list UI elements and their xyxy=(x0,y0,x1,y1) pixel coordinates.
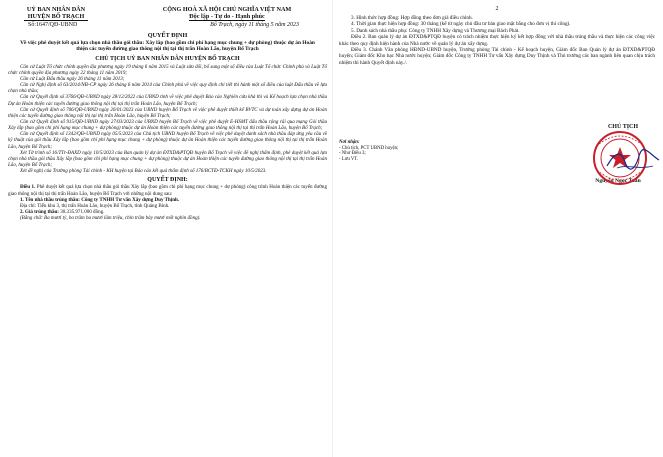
article-2: Điều 2. Ban quản lý dự án ĐTXD&PTQĐ huyện có trách nhiệm thực hiện ký kết hợp đồng với nhà thầu trúng thầu và thực hiện các công việc khác theo quy định hiện hành của Nhà nước về quản lý dự án xây dựng. xyxy=(339,34,655,47)
document-page-2 xyxy=(332,0,663,457)
article-1 xyxy=(8,184,327,196)
article-1-label: Điều 1. xyxy=(20,184,36,191)
legal-basis: Căn cứ Quyết định số 3766/QĐ-UBND ngày 28/12/2022 của UBND tỉnh về việc phê duyệt Báo cáo Nghiên cứu khả thi và Kế hoạch lựa chọn nhà thầu Dự án Hoàn thiện các tuyến đường giao thông nội thị tại thị trấn Hoàn Lão, huyện Bố Trạch; xyxy=(8,94,327,107)
document-subject: Về việc phê duyệt kết quả lựa chọn nhà thầu gói thầu: Xây lắp (bao gồm chi phí hạng mục chung + dự phòng) thuộc dự án Hoàn thiện các tuyến đường giao thông nội thị tại thị trấn Hoàn Lão, huyện Bố Trạch xyxy=(20,40,315,53)
document-header xyxy=(8,6,327,20)
nation-name: CỘNG HOÀ XÃ HỘI CHỦ NGHĨA VIỆT NAM xyxy=(162,6,292,13)
decide-heading: QUYẾT ĐỊNH: xyxy=(147,177,188,184)
page-number: 2 xyxy=(495,6,499,12)
legal-basis: Căn cứ Luật Tổ chức chính quyền địa phương ngày 19 tháng 6 năm 2015 và Luật sửa đổi, bổ sung một số điều của Luật Tổ chức Chính phủ và Luật Tổ chức chính quyền địa phương ngày 22 tháng 11 năm 2019; xyxy=(8,63,327,76)
legal-basis: Xét Tờ trình số 16/TTr-ĐAXD ngày 10/5/2023 của Ban quản lý dự án ĐTXD&PTQĐ huyện Bố Trạch về việc đề nghị thẩm định, phê duyệt kết quả lựa chọn nhà thầu gói thầu Xây lắp (bao gồm chi phí hạng mục chung + dự phòng) thuộc dự án Hoàn thiện các tuyến đường giao thông nội thị tại thị trấn Hoàn Lão, huyện Bố Trạch; xyxy=(8,149,327,169)
signer-title: CHỦ TỊCH xyxy=(607,124,639,130)
bidder-address: Địa chỉ: Tiểu khu 3, thị trấn Hoàn Lão, huyện Bố Trạch, tỉnh Quảng Bình. xyxy=(20,202,170,209)
issuing-authority: CHỦ TỊCH UỶ BAN NHÂN DÂN HUYỆN BỐ TRẠCH xyxy=(95,55,240,62)
recipients-title: Nơi nhận: xyxy=(339,140,360,145)
handwritten-signature-icon xyxy=(603,148,663,174)
document-page-1 xyxy=(0,0,331,457)
issuing-agency xyxy=(8,6,104,20)
document-date: Bố Trạch, ngày 11 tháng 5 năm 2023 xyxy=(210,22,299,28)
recipient: - Lưu VT. xyxy=(339,156,359,162)
document-meta xyxy=(8,22,327,29)
recipients-block xyxy=(339,140,398,162)
price-in-words: (Bằng chữ: Ba mươi tỷ, ba trăm ba mươi lăm triệu, chín trăm bảy mươi mốt nghìn đồng). xyxy=(20,215,201,222)
legal-basis: Căn cứ Nghị định số 63/2014/NĐ-CP ngày 26 tháng 6 năm 2014 của Chính phủ về việc quy định chi tiết thi hành một số điều của luật Đấu thầu về lựa chọn nhà thầu; xyxy=(8,82,327,95)
agency-line-2: HUYỆN BỐ TRẠCH xyxy=(24,13,89,21)
document-type: QUYẾT ĐỊNH xyxy=(147,32,188,39)
price-label: 2. Giá trúng thầu: xyxy=(20,209,61,216)
recipient: - Chủ tịch, PCT UBND huyện; xyxy=(339,145,399,151)
contract-duration: 4. Thời gian thực hiện hợp đồng: 30 tháng (kể từ ngày chủ đầu tư bàn giao mặt bằng cho đơn vị thi công). xyxy=(351,21,571,28)
legal-basis: Căn cứ Luật Đấu thầu ngày 26 tháng 11 năm 2013; xyxy=(20,75,125,82)
legal-bases xyxy=(8,64,327,175)
document-number: Số:1647/QĐ-UBND xyxy=(28,22,78,28)
legal-basis: Căn cứ Quyết định số 915/QĐ-UBND ngày 27/03/2023 của UBND huyện Bố Trạch về việc phê duyệt E-HSMT đấu thầu rộng rãi qua mạng Gói thầu Xây lắp (bao gồm chi phí hạng mục chung + dự phòng) thuộc dự án Hoàn thiện các tuyến đường giao thông nội thị tại thị trấn Hoàn Lão, huyện Bố Trạch; xyxy=(8,119,327,132)
subcontractors: 5. Danh sách nhà thầu phụ: Công ty TNHH Xây dựng và Thương mại Bách Phát. xyxy=(351,27,520,34)
national-motto xyxy=(127,6,327,20)
article-1-text: Phê duyệt kết quả lựa chọn nhà thầu gói thầu Xây lắp (bao gồm chi phí hạng mục chung + dự phòng) công trình Hoàn thiện các tuyến đường giao thông nội thị tại thị trấn Hoàn Lão, huyện Bố Trạch với những nội dung sau: xyxy=(8,184,327,197)
recipient: - Như Điều 3; xyxy=(339,151,366,157)
signature-block xyxy=(573,118,663,184)
legal-basis: Căn cứ Quyết định số 706/QĐ-UBND ngày 26/01/2023 của UBND huyện Bố Trạch về việc phê duyệt thiết kế BVTC và dự toán xây dựng dự án Hoàn thiện các tuyến đường giao thông nội thị tại thị trấn Hoàn Lão, huyện Bố Trạch; xyxy=(8,106,327,119)
motto: Độc lập - Tự do - Hạnh phúc xyxy=(189,13,265,20)
contract-form: 3. Hình thức hợp đồng: Hợp đồng theo đơn giá điều chỉnh. xyxy=(351,15,473,21)
winning-bidder: 1. Tên nhà thầu trúng thầu: Công ty TNHH Tư vấn Xây dựng Duy Thịnh. xyxy=(20,196,180,203)
agency-line-1: UỶ BAN NHÂN DÂN xyxy=(26,6,86,13)
article-3: Điều 3. Chánh Văn phòng HĐND-UBND huyện, Trưởng phòng Tài chính - Kế hoạch huyện, Giám đốc Ban Quản lý dự án ĐTXD&PTQĐ huyện; Giám đốc Kho bạc Nhà nước huyện; Giám đốc Công ty TNHH Tư vấn Xây dựng Duy Thịnh và Thủ trưởng các ban ngành liên quan chịu trách nhiệm thi hành Quyết định này./. xyxy=(339,47,655,66)
price-value: 30.335.971.000 đồng. xyxy=(60,209,105,216)
signer-name: Nguyễn Ngọc Tuấn xyxy=(595,178,641,184)
legal-basis: Căn cứ Quyết định số 1342/QĐ-UBND ngày 05/5/2023 của Chủ tịch UBND huyện Bố Trạch về việc phê duyệt danh sách nhà thầu đáp ứng yêu cầu về kỹ thuật của gói thầu Xây lắp (bao gồm chi phí hạng mục chung + dự phòng) thuộc dự án Hoàn thiện các tuyến đường giao thông nội thị tại thị trấn Hoàn Lão, huyện Bố Trạch; xyxy=(8,131,327,150)
legal-basis: Xét đề nghị của Trưởng phòng Tài chính - KH huyện tại Báo cáo kết quả thẩm định số 176/BCTĐ-TCKH ngày 10/5/2023. xyxy=(20,168,267,175)
